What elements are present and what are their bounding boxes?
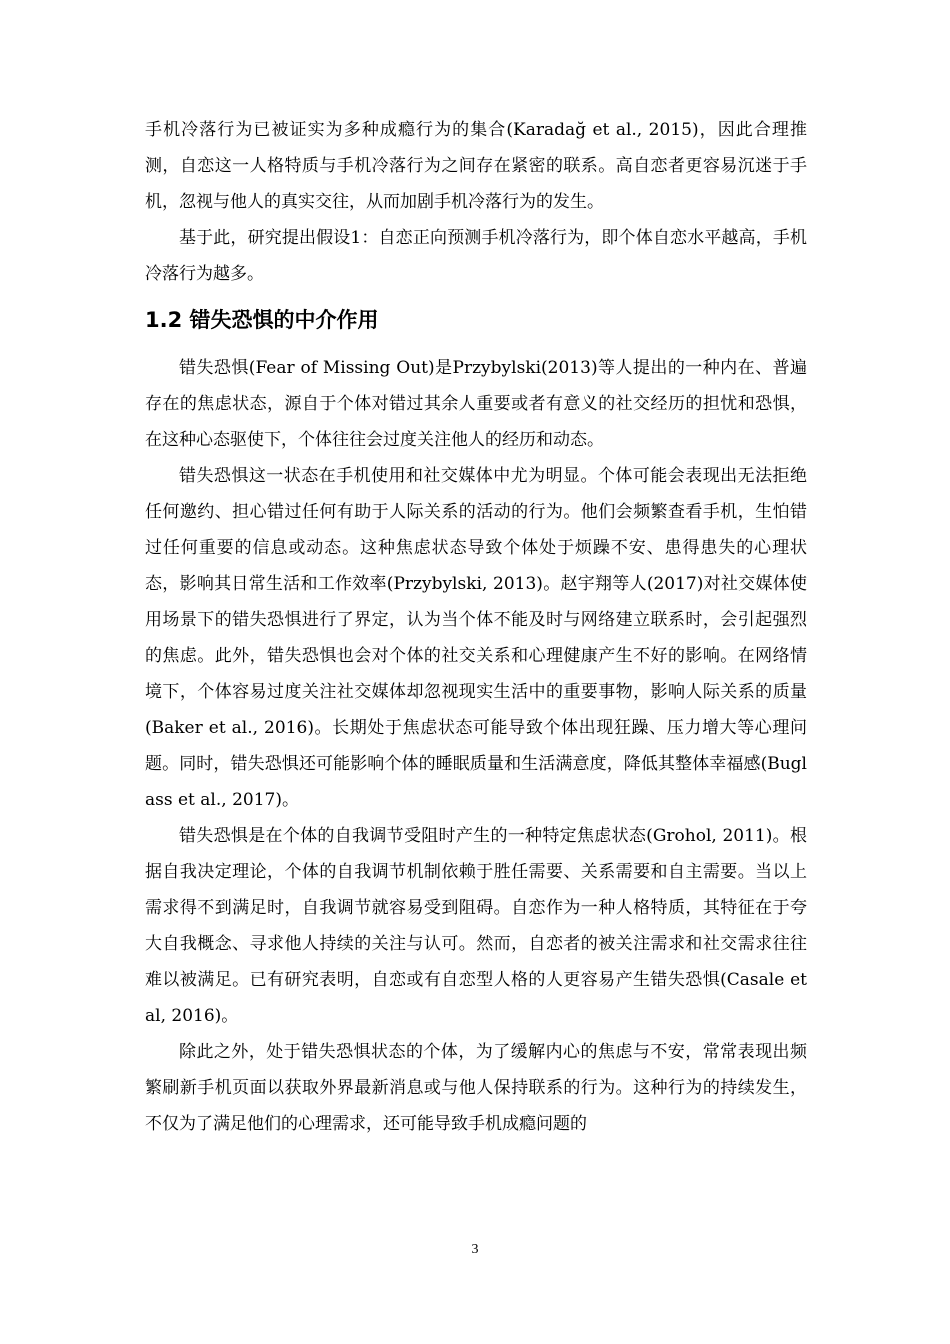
paragraph-fomo-definition: 错失恐惧(Fear of Missing Out)是Przybylski(2013)等人提出的一种内在、普遍存在的焦虑状态，源自于个体对错过其余人重要或者有意义的社交经历的担忧和恐惧，在这种心态驱使下，个体往往会过度关注他人的经历和动态。 [145,358,807,450]
paragraph-fomo-effects: 错失恐惧这一状态在手机使用和社交媒体中尤为明显。个体可能会表现出无法拒绝任何邀约、担心错过任何有助于人际关系的活动的行为。他们会频繁查看手机，生怕错过任何重要的信息或动态。这种焦虑状态导致个体处于烦躁不安、患得患失的心理状态，影响其日常生活和工作效率(Przybylski, 2013)。赵宇翔等人(2017)对社交媒体使用场景下的错失恐惧进行了界定，认为当个体不能及时与网络建立联系时，会引起强烈的焦虑。此外，错失恐惧也会对个体的社交关系和心理健康产生不好的影响。在网络情境下，个体容易过度关注社交媒体却忽视现实生活中的重要事物，影响人际关系的质量(Baker et al., 2016)。长期处于焦虑状态可能导致个体出现狂躁、压力增大等心理问题。同时，错失恐惧还可能影响个体的睡眠质量和生活满意度，降低其整体幸福感(Buglass et al., 2017)。 [145,466,807,810]
page-number: 3 [471,1242,479,1257]
paragraph-hypothesis-1: 基于此，研究提出假设1：自恋正向预测手机冷落行为，即个体自恋水平越高，手机冷落行为越多。 [145,228,807,284]
paragraph-fomo-narcissism: 错失恐惧是在个体的自我调节受阻时产生的一种特定焦虑状态(Grohol, 2011)。根据自我决定理论，个体的自我调节机制依赖于胜任需要、关系需要和自主需要。当以上需求得不到满足时，自我调节就容易受到阻碍。自恋作为一种人格特质，其特征在于夸大自我概念、寻求他人持续的关注与认可。然而，自恋者的被关注需求和社交需求往往难以被满足。已有研究表明，自恋或有自恋型人格的人更容易产生错失恐惧(Casale et al, 2016)。 [145,826,807,1026]
paragraph-continuation: 手机冷落行为已被证实为多种成瘾行为的集合(Karadağ et al., 2015)，因此合理推测，自恋这一人格特质与手机冷落行为之间存在紧密的联系。高自恋者更容易沉迷于手机，忽视与他人的真实交往，从而加剧手机冷落行为的发生。 [145,120,807,212]
page-body [145,112,807,1142]
section-heading: 1.2 错失恐惧的中介作用 [145,308,379,332]
paragraph-fomo-behavior: 除此之外，处于错失恐惧状态的个体，为了缓解内心的焦虑与不安，常常表现出频繁刷新手机页面以获取外界最新消息或与他人保持联系的行为。这种行为的持续发生，不仅为了满足他们的心理需求，还可能导致手机成瘾问题的 [145,1042,807,1134]
